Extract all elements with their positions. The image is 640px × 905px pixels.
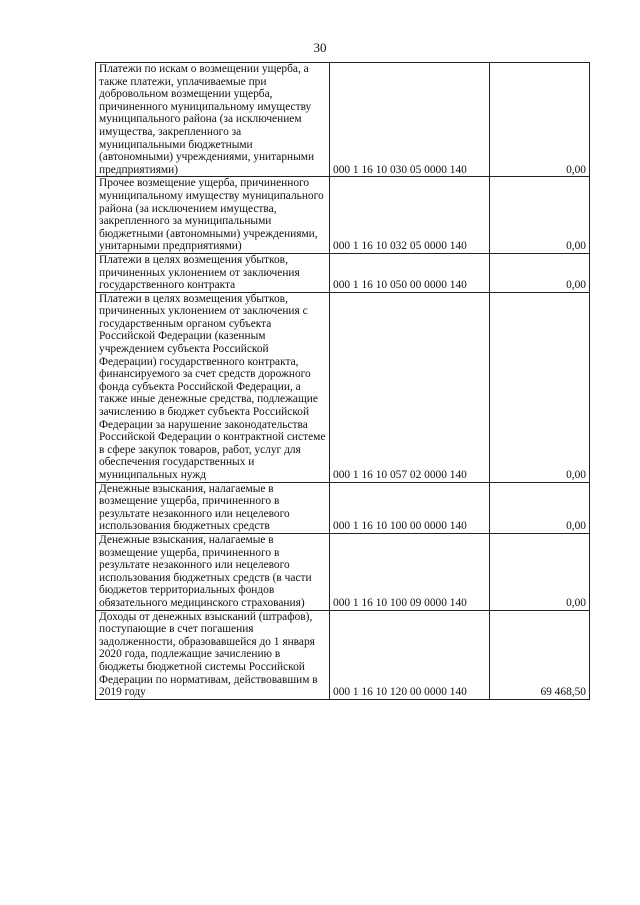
row-code: 000 1 16 10 030 05 0000 140: [330, 63, 490, 177]
table-row: [96, 253, 590, 292]
row-amount: 0,00: [490, 253, 590, 292]
row-code: 000 1 16 10 032 05 0000 140: [330, 177, 490, 254]
row-code: 000 1 16 10 120 00 0000 140: [330, 610, 490, 699]
row-amount: 0,00: [490, 63, 590, 177]
table-row: [96, 63, 590, 177]
row-amount: 0,00: [490, 177, 590, 254]
revenue-table: [95, 62, 590, 700]
row-name: Платежи в целях возмещения убытков, причиненных уклонением от заключения государственного контракта: [96, 253, 330, 292]
row-name: Доходы от денежных взысканий (штрафов), поступающие в счет погашения задолженности, образовавшейся до 1 января 2020 года, подлежащие зачислению в бюджеты бюджетной системы Российской Федерации по нормативам, действовавшим в 2019 году: [96, 610, 330, 699]
row-amount: 69 468,50: [490, 610, 590, 699]
table-row: [96, 533, 590, 610]
row-name: Платежи по искам о возмещении ущерба, а также платежи, уплачиваемые при добровольном возмещении ущерба, причиненного муниципальному имуществу муниципального района (за исключением имущества, закрепленного за муниципальными бюджетными (автономными) учреждениями, унитарными предприятиями): [96, 63, 330, 177]
page-number: 30: [313, 40, 327, 55]
table-row: [96, 292, 590, 482]
row-name: Денежные взыскания, налагаемые в возмещение ущерба, причиненного в результате незаконного или нецелевого использования бюджетных средств: [96, 482, 330, 533]
row-code: 000 1 16 10 100 00 0000 140: [330, 482, 490, 533]
row-code: 000 1 16 10 050 00 0000 140: [330, 253, 490, 292]
row-amount: 0,00: [490, 292, 590, 482]
row-name: Денежные взыскания, налагаемые в возмещение ущерба, причиненного в результате незаконного или нецелевого использования бюджетных средств (в части бюджетов территориальных фондов обязательного медицинского страхования): [96, 533, 330, 610]
row-amount: 0,00: [490, 482, 590, 533]
row-amount: 0,00: [490, 533, 590, 610]
row-name: Платежи в целях возмещения убытков, причиненных уклонением от заключения с государственным органом субъекта Российской Федерации (казенным учреждением субъекта Российской Федерации) государственного контракта, финансируемого за счет средств дорожного фонда субъекта Российской Федерации, а также иные денежные средства, подлежащие зачислению в бюджет субъекта Российской Федерации за нарушение законодательства Российской Федерации о контрактной системе в сфере закупок товаров, работ, услуг для обеспечения государственных и муниципальных нужд: [96, 292, 330, 482]
row-name: Прочее возмещение ущерба, причиненного муниципальному имуществу муниципального района (за исключением имущества, закрепленного за муниципальными бюджетными (автономными) учреждениями, унитарными предприятиями): [96, 177, 330, 254]
row-code: 000 1 16 10 100 09 0000 140: [330, 533, 490, 610]
table-row: [96, 610, 590, 699]
table-row: [96, 482, 590, 533]
row-code: 000 1 16 10 057 02 0000 140: [330, 292, 490, 482]
table-row: [96, 177, 590, 254]
